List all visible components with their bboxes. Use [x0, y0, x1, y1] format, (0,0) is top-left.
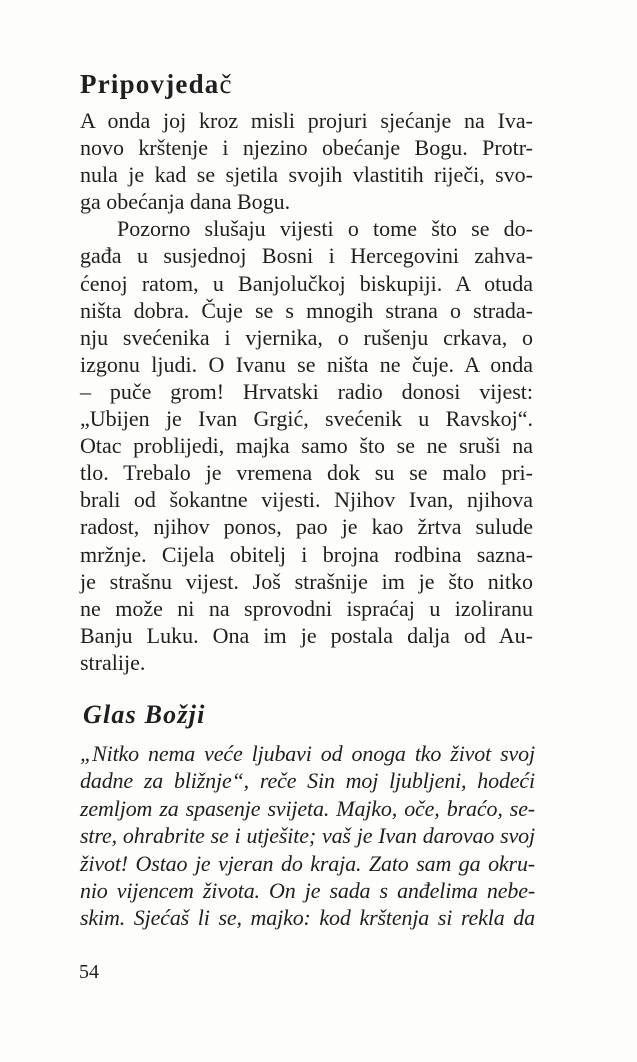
narrator-paragraph-2 [80, 215, 533, 676]
text-line: – puče grom! Hrvatski radio donosi vijest: [80, 378, 533, 404]
text-line: zemljom za spasenje svijeta. Majko, oče, braćo, se- [80, 795, 535, 821]
voice-of-god-heading: Glas Božji [83, 700, 206, 729]
text-line: nio vijencem života. On je sada s anđelima nebe- [80, 878, 535, 904]
voice-of-god-paragraph [80, 740, 535, 932]
text-line: nula je kad se sjetila svojih vlastitih riječi, svo- [80, 162, 533, 188]
text-line: dadne za bližnje“, reče Sin moj ljubljeni, hodeći [80, 768, 535, 794]
text-line: ga obećanja dana Bogu. [80, 189, 291, 215]
narrator-text-block [80, 107, 533, 676]
narrator-heading-tail-char: č [219, 69, 233, 99]
narrator-paragraph-1 [80, 107, 533, 215]
text-line: skim. Sjećaš li se, majko: kod krštenja si rekla da [80, 905, 535, 931]
text-line: „Nitko nema veće ljubavi od onoga tko život svoj [80, 741, 535, 766]
text-line: život! Ostao je vjeran do kraja. Zato sam ga okru- [80, 850, 535, 876]
text-line: A onda joj kroz misli projuri sjećanje na Iva- [80, 108, 533, 133]
text-line: Banju Luku. Ona im je postala dalja od Au- [80, 622, 533, 648]
text-line: je strašnu vijest. Još strašnije im je što nitko [80, 568, 533, 594]
text-line: gađa u susjednoj Bosni i Hercegovini zahva- [80, 243, 533, 269]
text-line: radost, njihov ponos, pao je kao žrtva sulude [80, 514, 533, 540]
text-line: ćenoj ratom, u Banjolučkoj biskupiji. A otuda [80, 270, 533, 296]
text-line: „Ubijen je Ivan Grgić, svećenik u Ravskoj“. [80, 406, 533, 432]
text-line: brali od šokantne vijesti. Njihov Ivan, njihova [80, 487, 533, 513]
text-line: nju svećenika i vjernika, o rušenju crkava, o [80, 324, 533, 350]
text-line: Otac problijedi, majka samo što se ne sruši na [80, 433, 533, 459]
text-line: izgonu ljudi. O Ivanu se ništa ne čuje. A onda [80, 351, 533, 377]
page-number: 54 [79, 961, 99, 983]
text-line: Pozorno slušaju vijesti o tome što se do- [117, 216, 533, 242]
text-line: ne može ni na sprovodni ispraćaj u izoliranu [80, 595, 533, 621]
narrator-heading-text: Pripovjeda [80, 69, 220, 99]
text-line: mržnje. Cijela obitelj i brojna rodbina sazna- [80, 541, 533, 567]
narrator-heading [80, 71, 233, 98]
voice-of-god-text-block [80, 740, 535, 932]
text-line: stre, ohrabrite se i utješite; vaš je Ivan darovao svoj [80, 823, 535, 849]
text-line: stralije. [80, 649, 146, 675]
text-line: ništa dobra. Čuje se s mnogih strana o strada- [80, 297, 533, 323]
text-line: novo krštenje i njezino obećanje Bogu. Protr- [80, 135, 533, 161]
text-line: tlo. Trebalo je vremena dok su se malo pri- [80, 460, 533, 486]
